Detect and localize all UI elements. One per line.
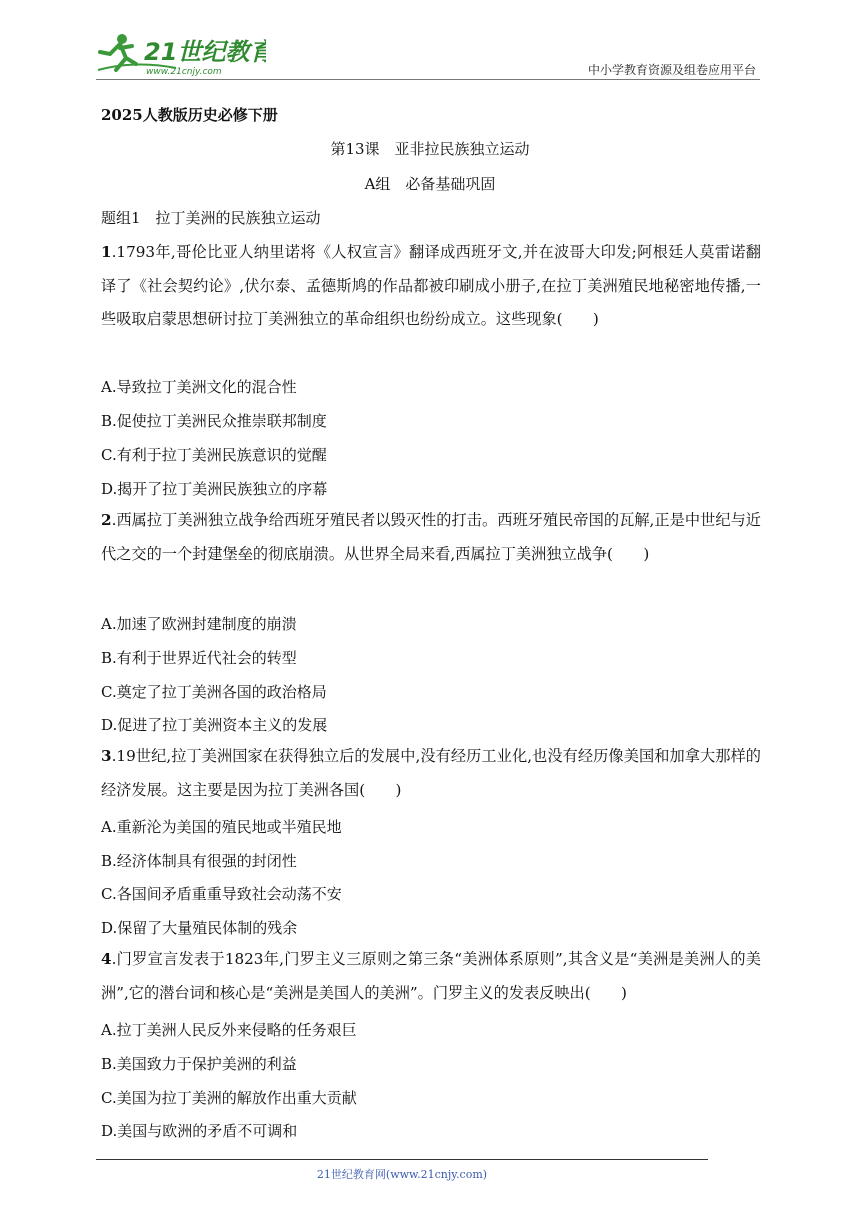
option-2c[interactable]: C.奠定了拉丁美洲各国的政治格局 <box>101 683 327 701</box>
question-number: 4 <box>101 950 112 968</box>
option-3c[interactable]: C.各国间矛盾重重导致社会动荡不安 <box>101 885 342 903</box>
question-number: 2 <box>101 511 112 529</box>
question-number: 3 <box>101 747 112 765</box>
question-number: 1 <box>101 243 112 261</box>
option-4d[interactable]: D.美国与欧洲的矛盾不可调和 <box>101 1122 298 1140</box>
option-3a[interactable]: A.重新沦为美国的殖民地或半殖民地 <box>101 818 342 836</box>
platform-label: 中小学教育资源及组卷应用平台 <box>587 63 756 77</box>
question-text: .19世纪,拉丁美洲国家在获得独立后的发展中,没有经历工业化,也没有经历像美国和加拿大那样的经济发展。这主要是因为拉丁美洲各国( ) <box>101 747 761 799</box>
logo-url: www.21cnjy.com <box>146 67 222 77</box>
option-3b[interactable]: B.经济体制具有很强的封闭性 <box>101 852 297 870</box>
group-title: A组 必备基础巩固 <box>364 175 496 193</box>
option-2d[interactable]: D.促进了拉丁美洲资本主义的发展 <box>101 716 328 734</box>
question-3 <box>101 740 761 807</box>
doc-title: 2025人教版历史必修下册 <box>101 106 278 124</box>
question-text: .门罗宣言发表于1823年,门罗主义三原则之第三条“美洲体系原则”,其含义是“美洲是美洲人的美洲”,它的潜台词和核心是“美洲是美国人的美洲”。门罗主义的发表反映出( ) <box>101 950 761 1002</box>
option-1b[interactable]: B.促使拉丁美洲民众推崇联邦制度 <box>101 412 327 430</box>
question-text: .1793年,哥伦比亚人纳里诺将《人权宣言》翻译成西班牙文,并在波哥大印发;阿根廷人莫雷诺翻译了《社会契约论》,伏尔泰、孟德斯鸠的作品都被印刷成小册子,在拉丁美洲殖民地秘密地传播,一些吸取启蒙思想研讨拉丁美洲独立的革命组织也纷纷成立。这些现象( ) <box>101 243 761 328</box>
option-1d[interactable]: D.揭开了拉丁美洲民族独立的序幕 <box>101 480 328 498</box>
page-header <box>96 30 756 80</box>
lesson-title: 第13课 亚非拉民族独立运动 <box>330 140 530 158</box>
option-3d[interactable]: D.保留了大量殖民体制的残余 <box>101 919 298 937</box>
question-2 <box>101 504 761 571</box>
option-1a[interactable]: A.导致拉丁美洲文化的混合性 <box>101 378 297 396</box>
runner-logo-icon <box>96 30 266 78</box>
logo-text: 21世纪教育 <box>144 38 266 66</box>
header-divider <box>96 79 760 80</box>
topic-heading: 题组1 拉丁美洲的民族独立运动 <box>101 209 321 227</box>
footer-link[interactable]: 21世纪教育网(www.21cnjy.com) <box>316 1168 488 1181</box>
option-2a[interactable]: A.加速了欧洲封建制度的崩溃 <box>101 615 297 633</box>
option-4c[interactable]: C.美国为拉丁美洲的解放作出重大贡献 <box>101 1089 357 1107</box>
option-2b[interactable]: B.有利于世界近代社会的转型 <box>101 649 297 667</box>
question-text: .西属拉丁美洲独立战争给西班牙殖民者以毁灭性的打击。西班牙殖民帝国的瓦解,正是中世纪与近代之交的一个封建堡垒的彻底崩溃。从世界全局来看,西属拉丁美洲独立战争( ) <box>101 511 761 563</box>
option-4b[interactable]: B.美国致力于保护美洲的利益 <box>101 1055 297 1073</box>
question-1 <box>101 236 761 337</box>
option-4a[interactable]: A.拉丁美洲人民反外来侵略的任务艰巨 <box>101 1021 357 1039</box>
footer-divider <box>96 1159 708 1160</box>
question-4 <box>101 943 761 1010</box>
site-logo[interactable] <box>96 30 266 78</box>
option-1c[interactable]: C.有利于拉丁美洲民族意识的觉醒 <box>101 446 327 464</box>
